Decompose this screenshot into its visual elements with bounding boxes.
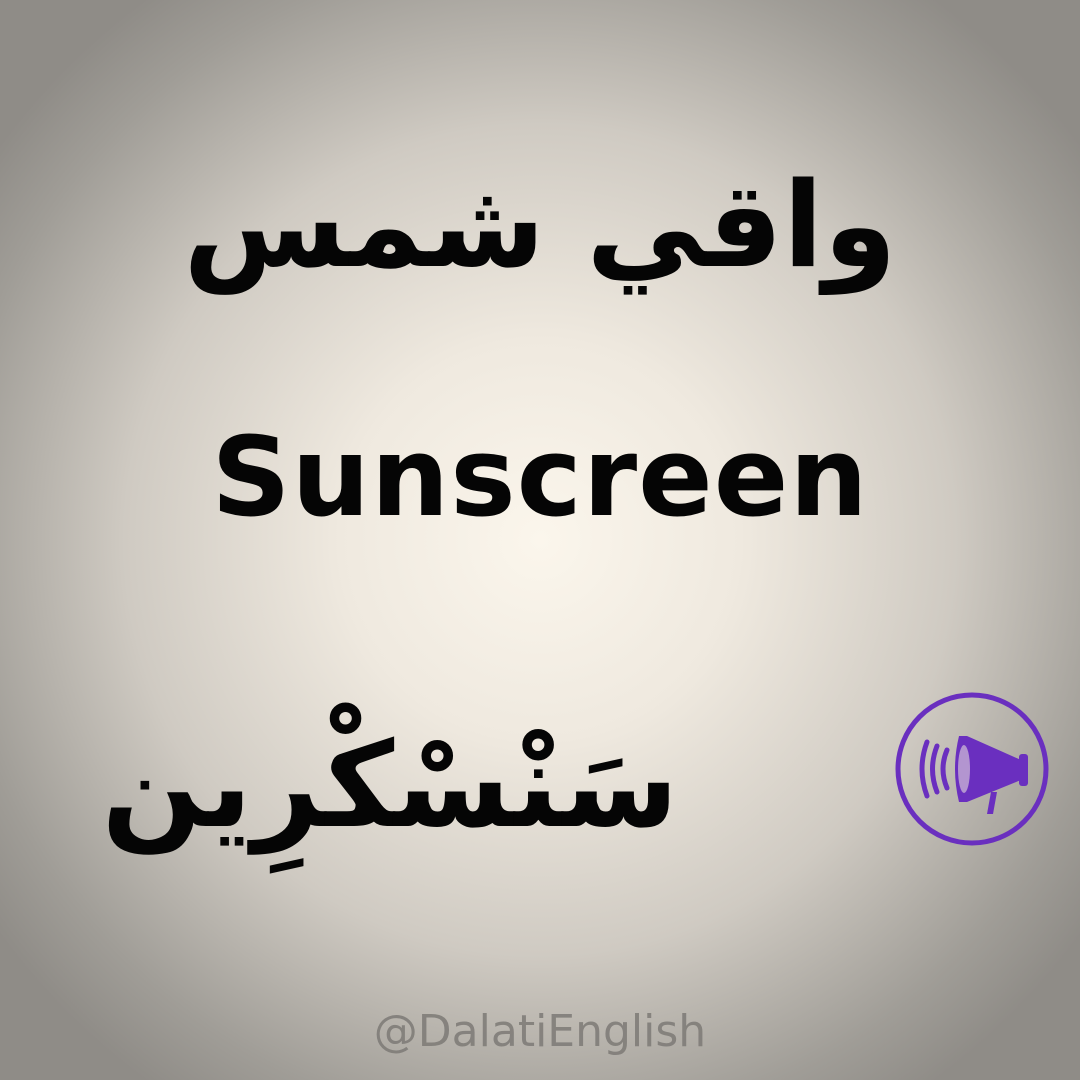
arabic-translation: واقي شمس xyxy=(183,156,897,294)
play-audio-button[interactable] xyxy=(893,690,1051,848)
english-word: Sunscreen xyxy=(211,413,869,541)
arabic-pronunciation: سَنْسْكْرِين xyxy=(101,716,679,854)
watermark-handle: @DalatiEnglish xyxy=(373,1006,707,1057)
megaphone-icon xyxy=(893,690,1051,848)
